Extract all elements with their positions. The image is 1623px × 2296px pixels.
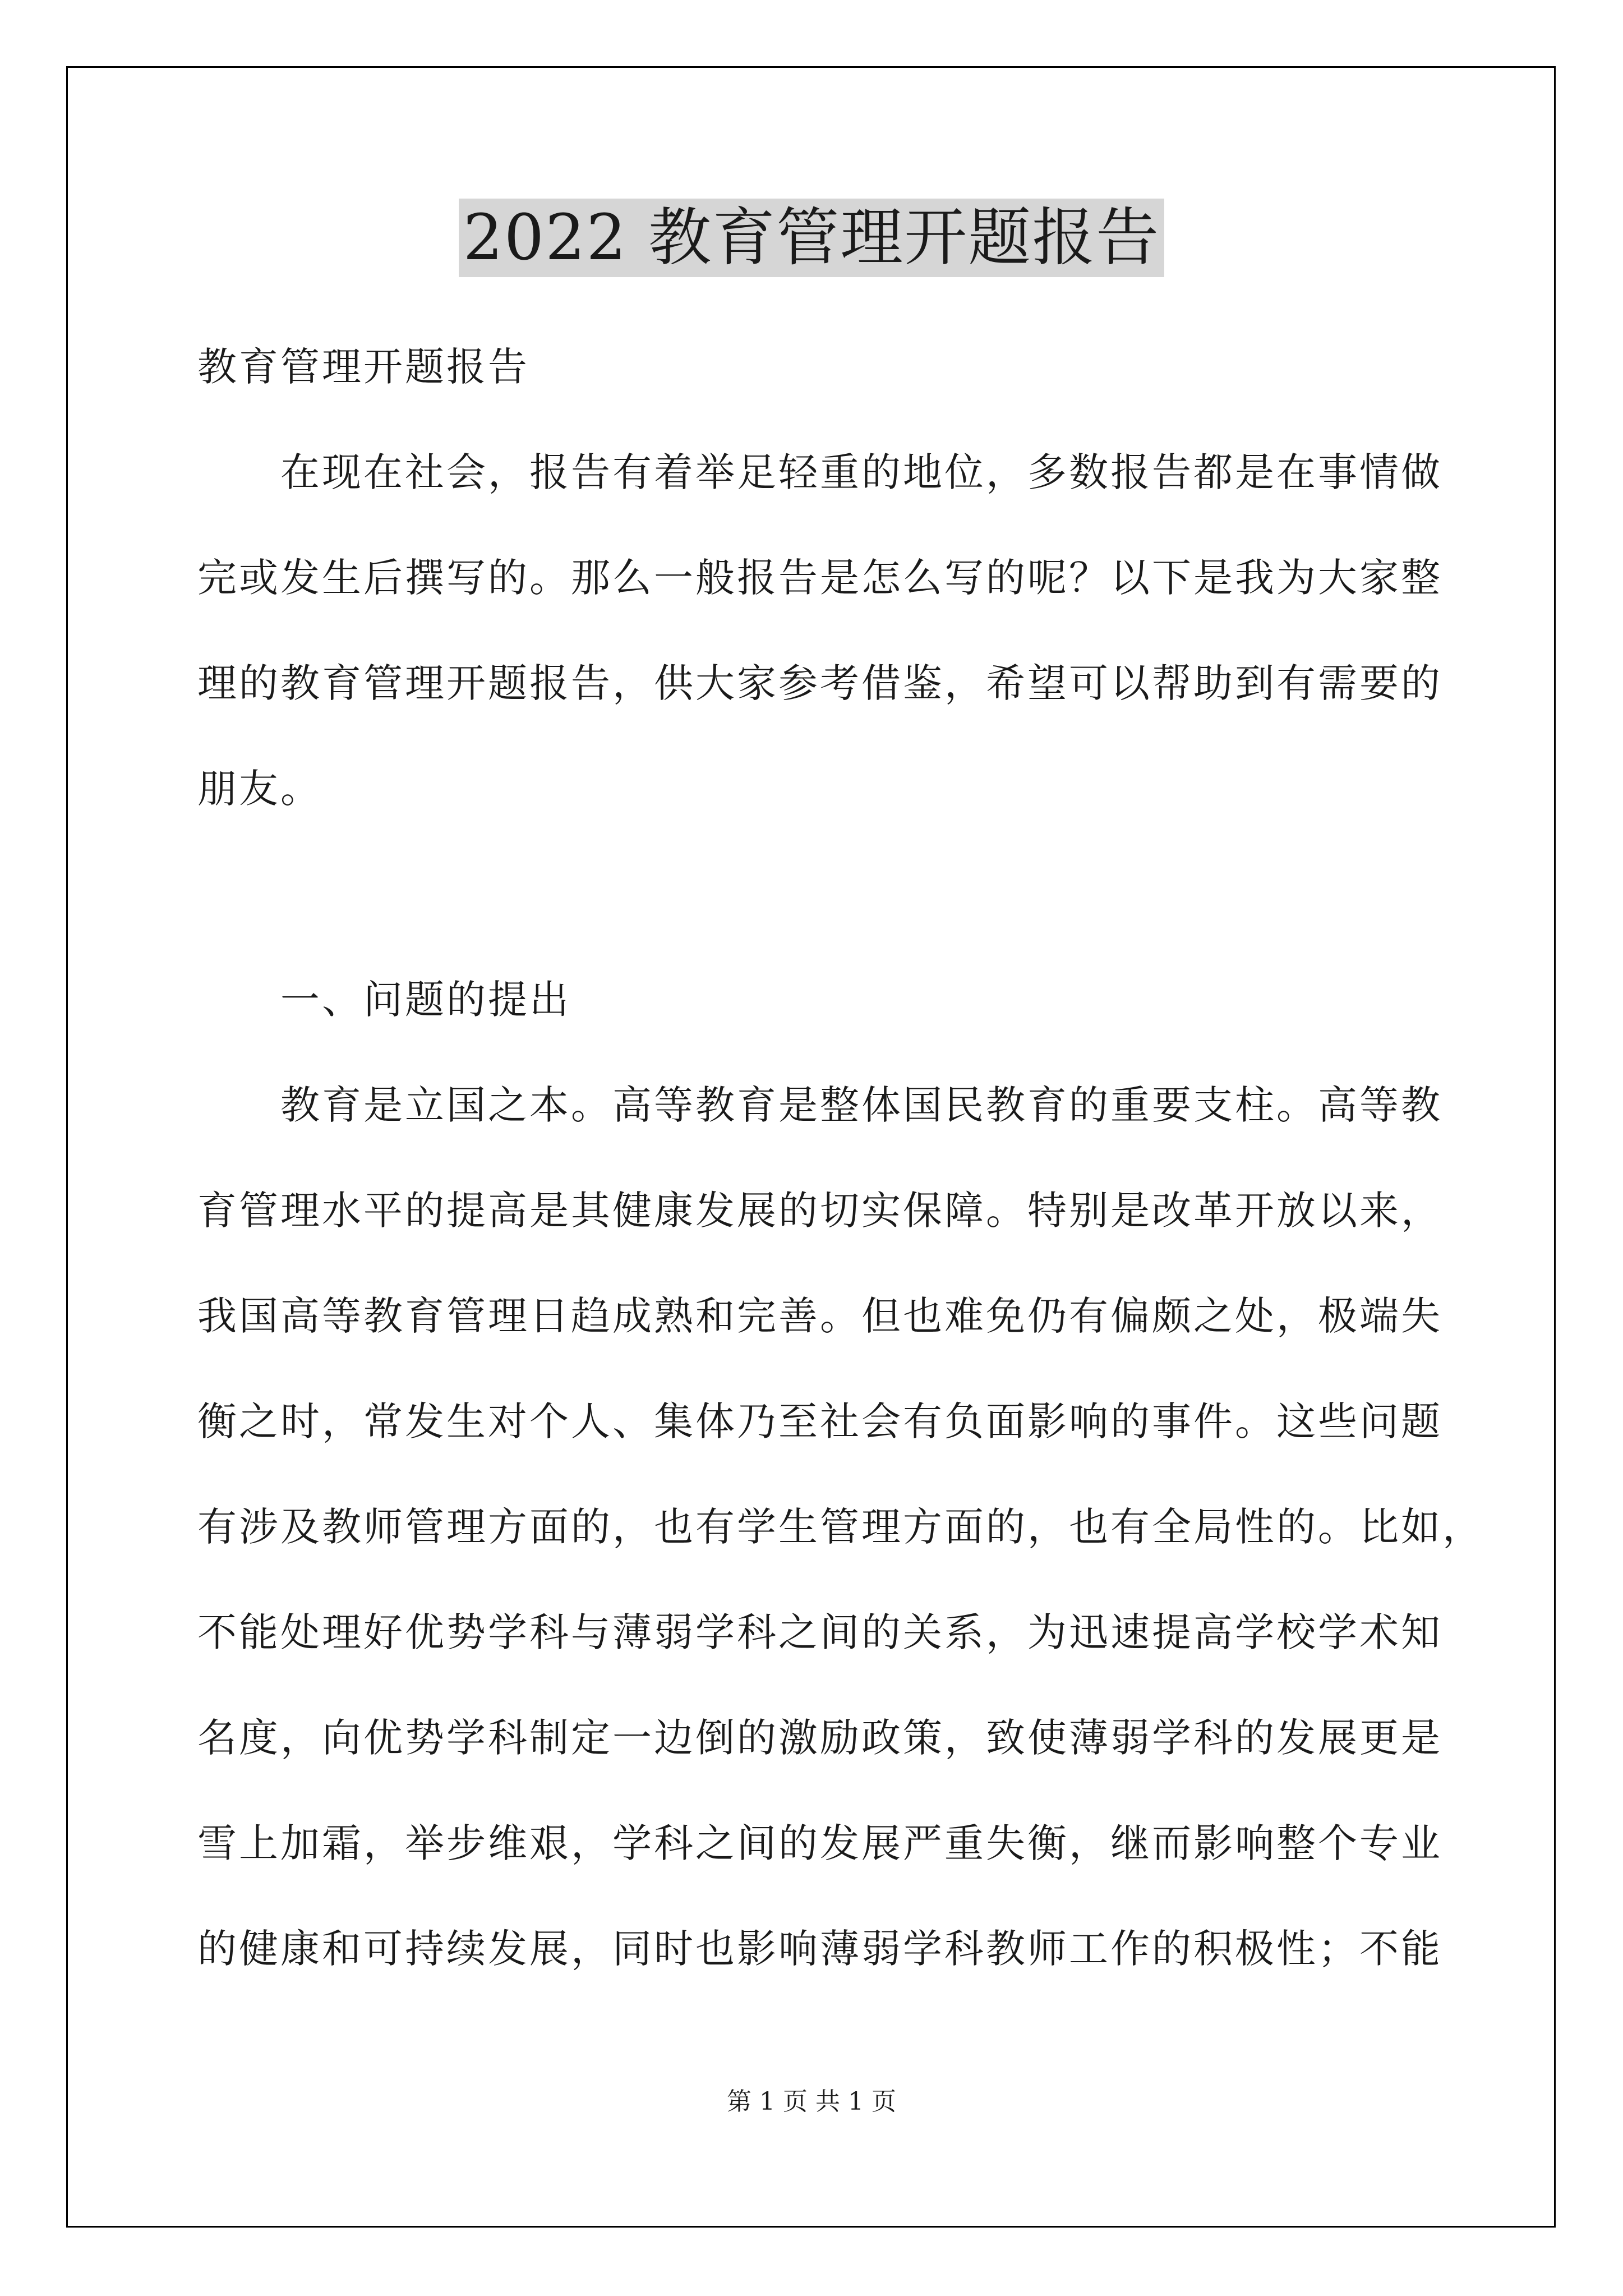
section-heading: 一、问题的提出 bbox=[280, 977, 571, 1023]
document-body bbox=[197, 314, 1484, 2001]
body-line: 我国高等教育管理日趋成熟和完善。但也难免仍有偏颇之处，极端失 bbox=[197, 1293, 1442, 1339]
body-line: 的健康和可持续发展，同时也影响薄弱学科教师工作的积极性；不能 bbox=[197, 1926, 1442, 1972]
body-line: 不能处理好优势学科与薄弱学科之间的关系，为迅速提高学校学术知 bbox=[197, 1609, 1442, 1655]
body-line: 名度，向优势学科制定一边倒的激励政策，致使薄弱学科的发展更是 bbox=[197, 1715, 1442, 1761]
subtitle: 教育管理开题报告 bbox=[197, 344, 529, 390]
page-footer: 第 1 页 共 1 页 bbox=[727, 2087, 896, 2116]
document-title: 2022 教育管理开题报告 bbox=[459, 199, 1165, 277]
intro-line: 理的教育管理开题报告，供大家参考借鉴，希望可以帮助到有需要的 bbox=[197, 660, 1442, 706]
intro-line: 完或发生后撰写的。那么一般报告是怎么写的呢？以下是我为大家整 bbox=[197, 555, 1442, 601]
body-line: 有涉及教师管理方面的，也有学生管理方面的，也有全局性的。比如， bbox=[197, 1504, 1484, 1550]
body-line: 教育是立国之本。高等教育是整体国民教育的重要支柱。高等教 bbox=[280, 1082, 1442, 1128]
intro-line: 在现在社会，报告有着举足轻重的地位，多数报告都是在事情做 bbox=[280, 449, 1442, 495]
body-line: 雪上加霜，举步维艰，学科之间的发展严重失衡，继而影响整个专业 bbox=[197, 1820, 1442, 1866]
title-container bbox=[0, 199, 1623, 277]
intro-line: 朋友。 bbox=[197, 766, 322, 812]
paragraph-gap bbox=[197, 841, 1429, 947]
body-line: 育管理水平的提高是其健康发展的切实保障。特别是改革开放以来， bbox=[197, 1188, 1442, 1234]
body-line: 衡之时，常发生对个人、集体乃至社会有负面影响的事件。这些问题 bbox=[197, 1398, 1442, 1444]
